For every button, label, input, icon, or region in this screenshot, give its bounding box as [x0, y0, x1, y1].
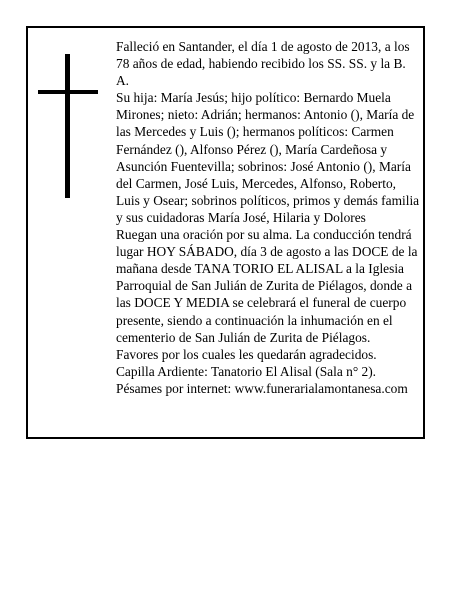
funeral-details: Ruegan una oración por su alma. La conducción tendrá lugar HOY SÁBADO, día 3 de agosto a las DOCE de la mañana desde TANA TORIO EL ALISAL a la Iglesia Parroquial de San Julián de Zurita de Piélagos, donde a las DOCE Y MEDIA se celebrará el funeral de cuerpo presente, siendo a continuación la inhumación en el cementerio de San Julián de Zurita de Piélagos.: [116, 227, 418, 345]
death-announcement: Falleció en Santander, el día 1 de agosto de 2013, a los 78 años de edad, habiendo recibido los SS. SS. y la B. A.: [116, 39, 410, 89]
obituary-notice: [26, 26, 425, 439]
cross-horizontal-bar: [38, 90, 98, 94]
latin-cross-icon: [38, 54, 98, 198]
condolences-website: Pésames por internet: www.funerarialamontanesa.com: [116, 380, 408, 396]
cross-vertical-bar: [65, 54, 70, 198]
obituary-text: [116, 38, 421, 397]
thanks-line: Favores por los cuales les quedarán agradecidos.: [116, 346, 377, 362]
family-list: Su hija: María Jesús; hijo político: Bernardo Muela Mirones; nieto: Adrián; hermanos: Antonio (), María de las Mercedes y Luis (); hermanos políticos: Carmen Fernández (), Alfonso Pérez (), María Cardeñosa y Asunción Fuentevilla; sobrinos: José Antonio (), María del Carmen, José Luis, Mercedes, Alfonso, Roberto, Luis y Osear; sobrinos políticos, primos y demás familia y sus cuidadoras María José, Hilaria y Dolores: [116, 90, 420, 225]
chapel-location: Capilla Ardiente: Tanatorio El Alisal (Sala n° 2).: [116, 363, 377, 379]
